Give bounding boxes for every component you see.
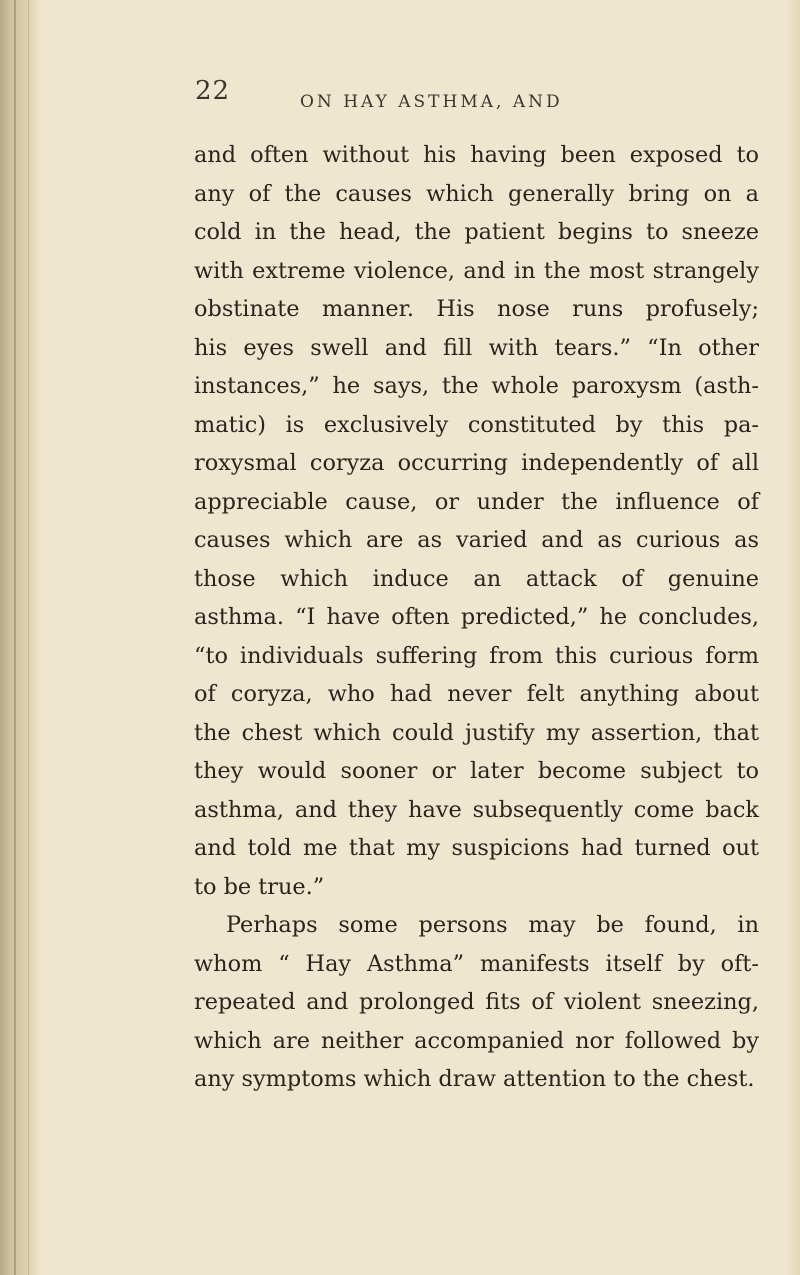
page-gutter-shadow [0, 0, 40, 1275]
text-line: of coryza, who had never felt anything about [194, 681, 759, 707]
text-line: cold in the head, the patient begins to sneeze [194, 219, 759, 245]
text-line: those which induce an attack of genuine [194, 565, 759, 592]
text-line: causes which are as varied and as curious as [194, 527, 759, 553]
page-number: 22 [195, 76, 231, 106]
text-line: obstinate manner. His nose runs profusely; [194, 296, 759, 322]
text-line: asthma. “I have often predicted,” he concludes, [194, 604, 759, 630]
text-line: roxysmal coryza occurring independently of all [194, 450, 759, 476]
text-line: asthma, and they have subsequently come back [194, 796, 759, 823]
page-edge [786, 0, 800, 1275]
text-line: whom “ Hay Asthma” manifests itself by oft- [194, 950, 759, 977]
text-line: and told me that my suspicions had turned out [194, 835, 759, 861]
body-text [194, 136, 759, 1099]
text-line: and often without his having been exposed to [194, 142, 759, 168]
text-line: any of the causes which generally bring on a [194, 180, 759, 207]
text-line: appreciable cause, or under the influence of [194, 488, 759, 515]
text-line: with extreme violence, and in the most strangely [194, 257, 759, 284]
text-line: instances,” he says, the whole paroxysm (asth- [194, 373, 759, 399]
text-line: his eyes swell and fill with tears.” “In other [194, 334, 759, 361]
text-line: they would sooner or later become subject to [194, 758, 759, 784]
text-line: the chest which could justify my assertion, that [194, 719, 759, 746]
text-line: which are neither accompanied nor followed by [194, 1027, 759, 1054]
paragraph-first-line: Perhaps some persons may be found, in [226, 912, 759, 938]
text-line: to be true.” [194, 873, 325, 900]
text-line: “to individuals suffering from this curious form [194, 642, 759, 669]
text-line: repeated and prolonged fits of violent sneezing, [194, 989, 759, 1015]
text-line: any symptoms which draw attention to the chest. [194, 1066, 755, 1092]
text-line: matic) is exclusively constituted by this pa- [194, 411, 759, 438]
running-head: ON HAY ASTHMA, AND [300, 92, 563, 112]
